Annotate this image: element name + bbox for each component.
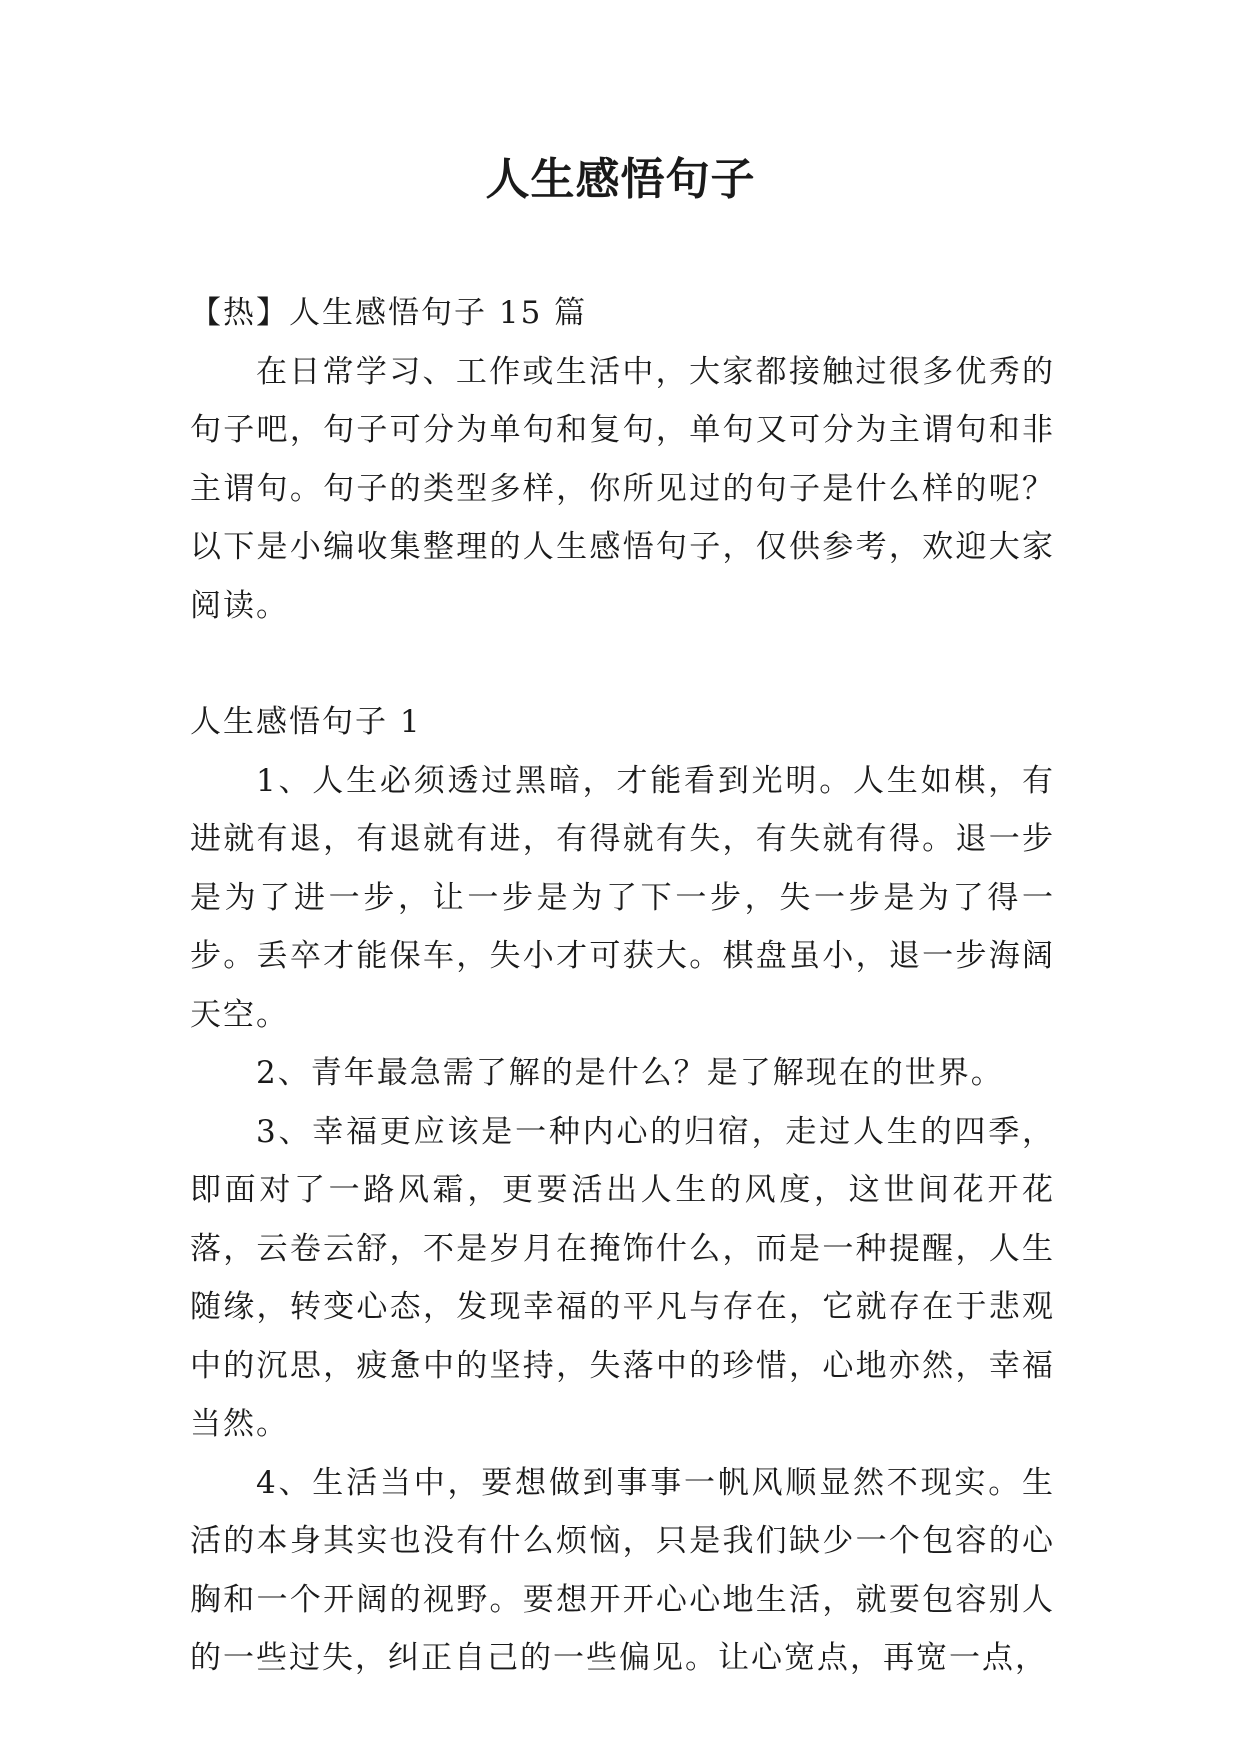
document-body xyxy=(190,284,1055,1688)
sentence-item-2: 2、青年最急需了解的是什么？是了解现在的世界。 xyxy=(256,1055,1004,1091)
sentence-item-1: 1、人生必须透过黑暗，才能看到光明。人生如棋，有进就有退，有退就有进，有得就有失，有失就有得。退一步是为了进一步，让一步是为了下一步，失一步是为了得一步。丢卒才能保车，失小才可获大。棋盘虽小，退一步海阔天空。 xyxy=(190,762,1055,1033)
document-title: 人生感悟句子 xyxy=(485,154,756,205)
intro-paragraph: 在日常学习、工作或生活中，大家都接触过很多优秀的句子吧，句子可分为单句和复句，单句又可分为主谓句和非主谓句。句子的类型多样，你所见过的句子是什么样的呢？以下是小编收集整理的人生感悟句子，仅供参考，欢迎大家阅读。 xyxy=(190,353,1055,624)
document-subtitle: 【热】人生感悟句子 15 篇 xyxy=(190,295,588,331)
sentence-item-4: 4、生活当中，要想做到事事一帆风顺显然不现实。生活的本身其实也没有什么烦恼，只是我们缺少一个包容的心胸和一个开阔的视野。要想开开心心地生活，就要包容别人的一些过失，纠正自己的一些偏见。让心宽点，再宽一点， xyxy=(190,1464,1055,1676)
sentence-item-3: 3、幸福更应该是一种内心的归宿，走过人生的四季，即面对了一路风霜，更要活出人生的风度，这世间花开花落，云卷云舒，不是岁月在掩饰什么，而是一种提醒，人生随缘，转变心态，发现幸福的平凡与存在，它就存在于悲观中的沉思，疲惫中的坚持，失落中的珍惜，心地亦然，幸福当然。 xyxy=(190,1113,1055,1442)
section-heading: 人生感悟句子 1 xyxy=(190,704,422,740)
